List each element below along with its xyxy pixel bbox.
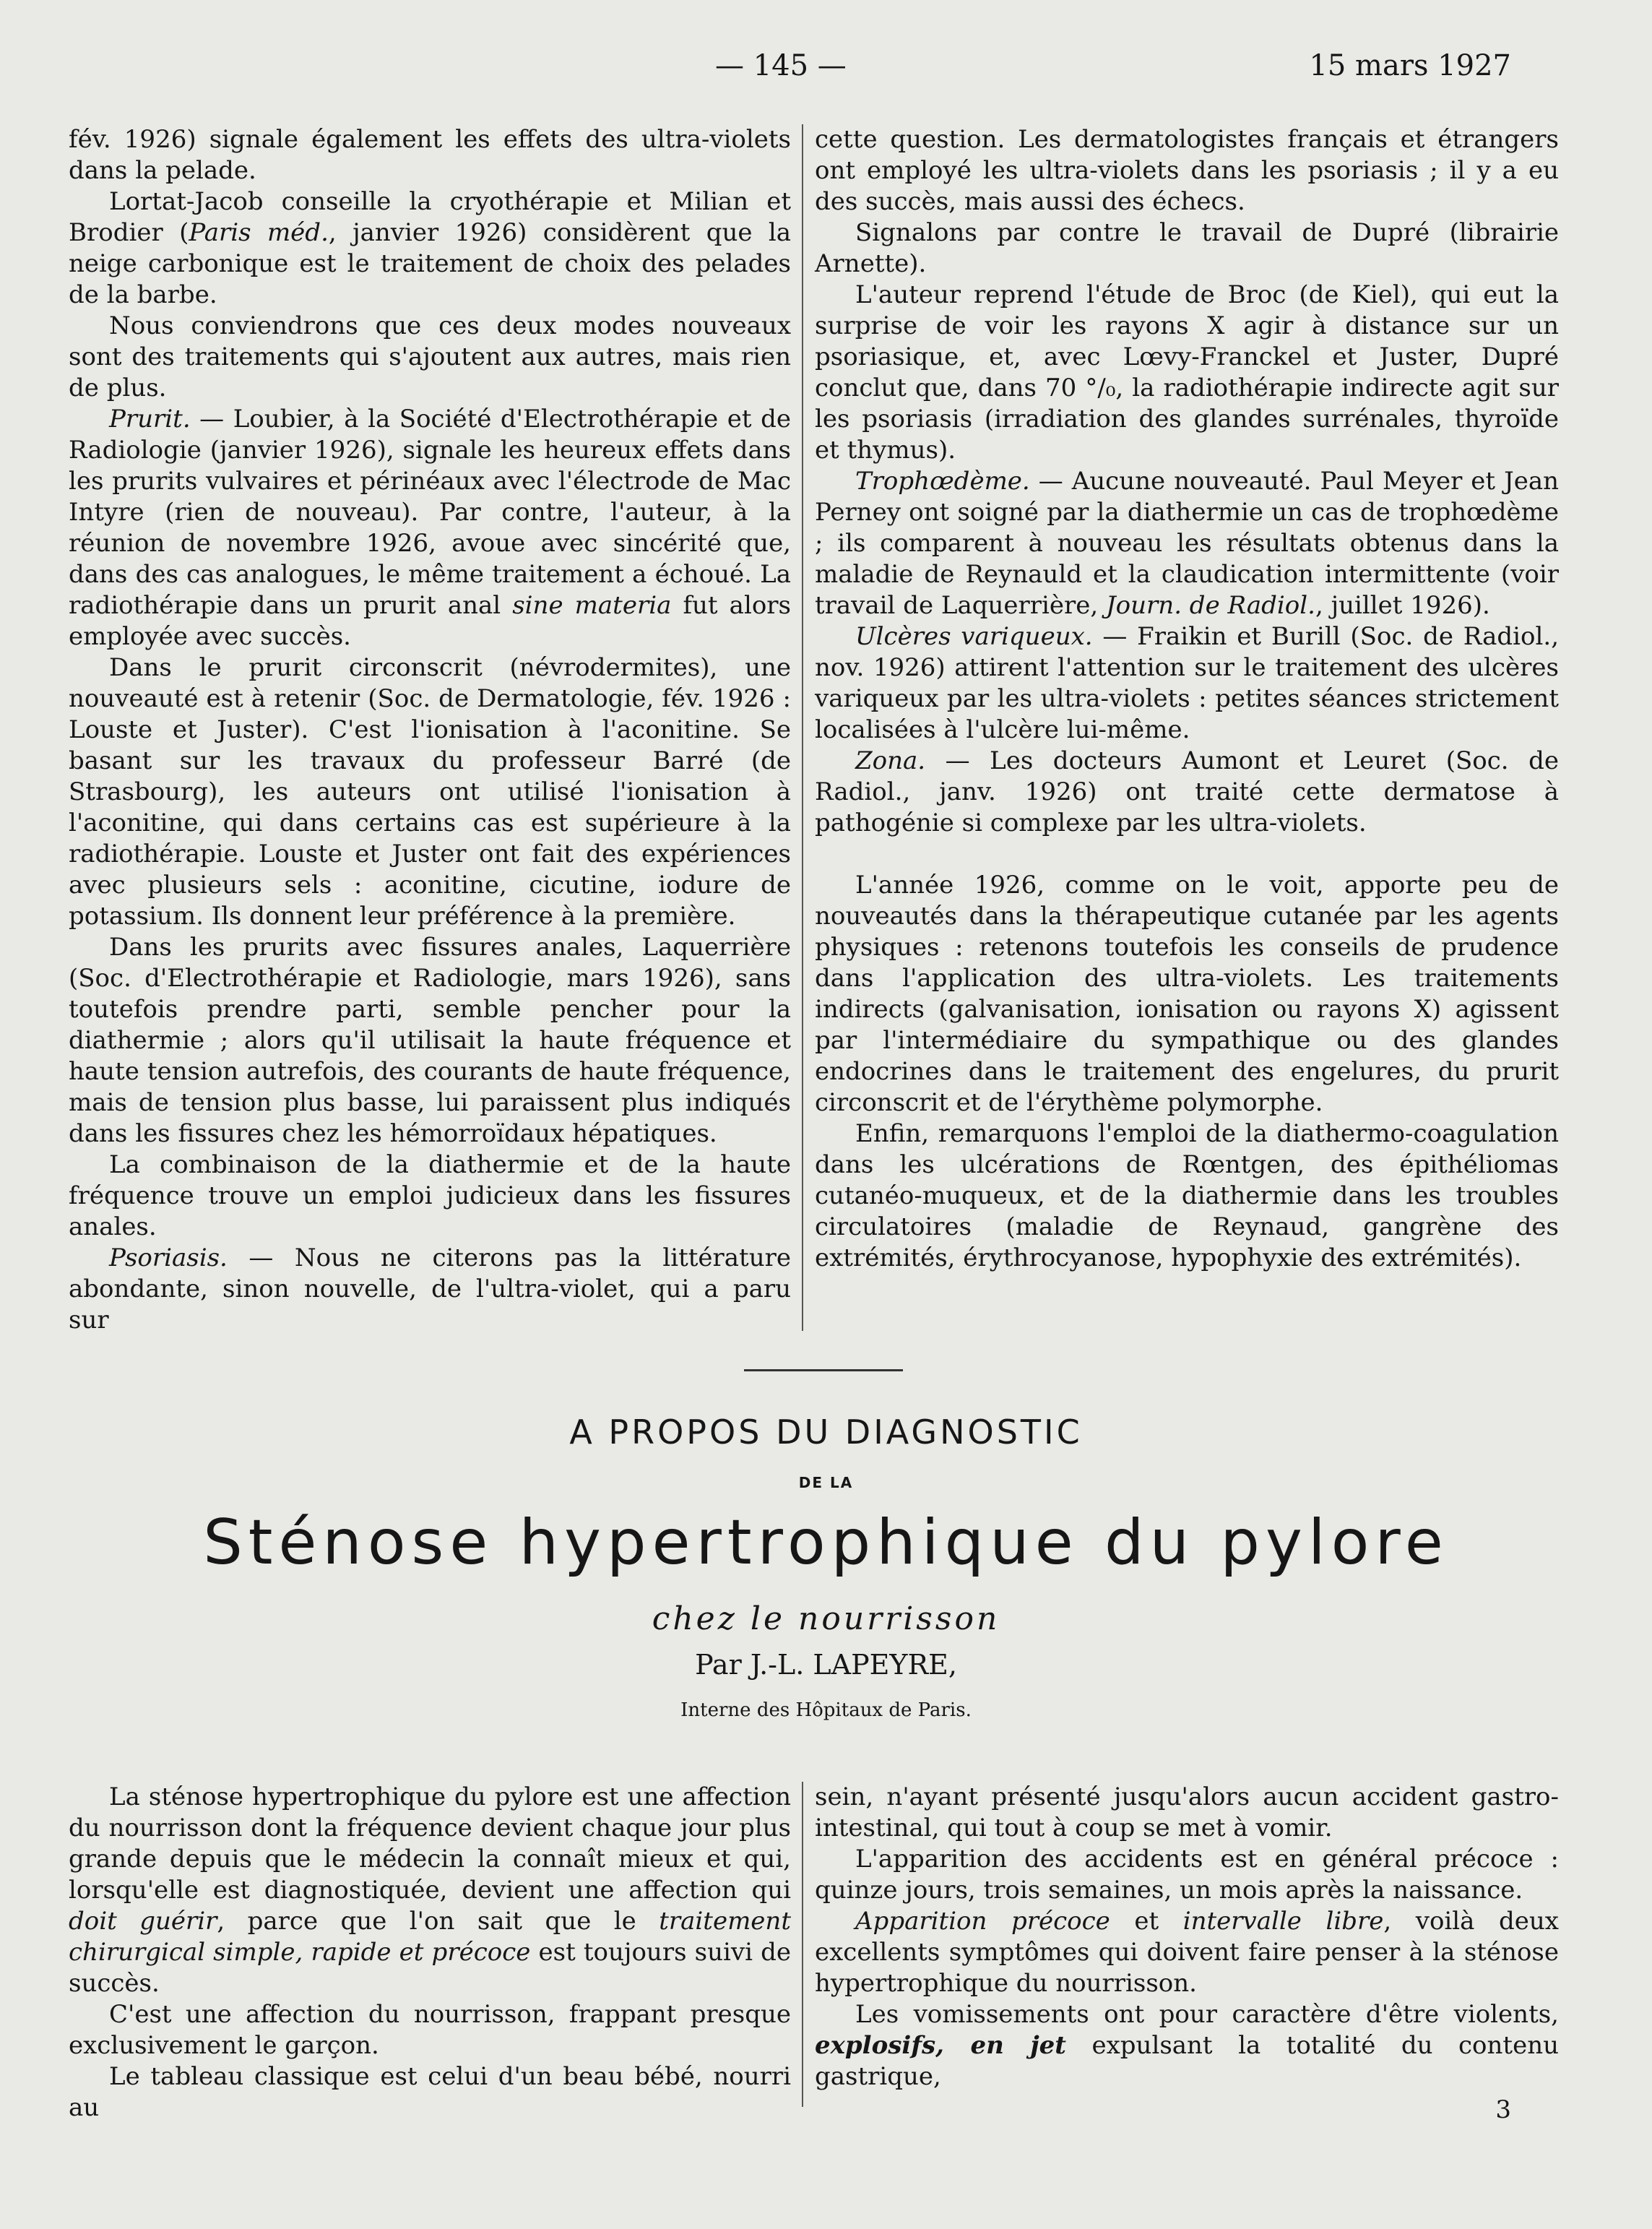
paragraph: Nous conviendrons que ces deux modes nouveaux sont des traitements qui s'ajoutent aux autres, mais rien de plus. [69,311,791,402]
paragraph: Lortat-Jacob conseille la cryothérapie et Milian et Brodier (Paris méd., janvier 1926) considèrent que la neige carbonique est le traitement de choix des pelades de la barbe. [69,187,792,309]
column-top-right [815,124,1559,1274]
paragraph: Zona. — Les docteurs Aumont et Leuret (Soc. de Radiol., janv. 1926) ont traité cette dermatose à pathogénie si complexe par les ultra-violets. [815,746,1559,837]
paragraph: Dans le prurit circonscrit (névrodermites), une nouveauté est à retenir (Soc. de Dermatologie, fév. 1926 : Louste et Juster). C'est l'ionisation à l'aconitine. Se basant sur les travaux du professeur Barré (de Strasbourg), les auteurs ont utilisé l'ionisation à l'aconitine, qui dans certains cas est supérieure à la radiothérapie. Louste et Juster ont fait des expériences avec plusieurs sels : aconitine, cicutine, iodure de potassium. Ils donnent leur préférence à la première. [69,653,791,931]
article-author: Par J.-L. LAPEYRE, [695,1649,957,1681]
column-rule [802,124,803,1331]
article-subtitle: chez le nourrisson [652,1600,1000,1637]
paragraph: L'apparition des accidents est en général précoce : quinze jours, trois semaines, un mois après la naissance. [815,1845,1559,1905]
paragraph: fév. 1926) signale également les effets des ultra-violets dans la pelade. [69,125,791,185]
folio-number: 3 [1495,2095,1511,2124]
paragraph: Signalons par contre le travail de Dupré (librairie Arnette). [815,218,1559,278]
paragraph: L'auteur reprend l'étude de Broc (de Kiel), qui eut la surprise de voir les rayons X agir à distance sur un psoriasique, et, avec Lœvy-Franckel et Juster, Dupré conclut que, dans 70 °/₀, la radiothérapie indirecte agit sur les psoriasis (irradiation des glandes surrénales, thyroïde et thymus). [815,280,1559,465]
article-main-title: Sténose hypertrophique du pylore [203,1506,1449,1579]
paragraph: Le tableau classique est celui d'un beau bébé, nourri au [69,2062,791,2122]
paragraph: Psoriasis. — Nous ne citerons pas la littérature abondante, sinon nouvelle, de l'ultra-violet, qui a paru sur [69,1243,791,1335]
paragraph: Apparition précoce et intervalle libre, voilà deux excellents symptômes qui doivent faire penser à la sténose hypertrophique du nourrisson. [815,1907,1559,1998]
column-bottom-right [815,1782,1559,2092]
issue-date: 15 mars 1927 [1309,49,1511,82]
paragraph: Dans les prurits avec fissures anales, Laquerrière (Soc. d'Electrothérapie et Radiologie, mars 1926), sans toutefois prendre parti, semble pencher pour la diathermie ; alors qu'il utilisait la haute fréquence et haute tension autrefois, des courants de haute fréquence, mais de tension plus basse, lui paraissent plus indiqués dans les fissures chez les hémorroïdaux hépatiques. [69,933,791,1148]
paragraph: La sténose hypertrophique du pylore est une affection du nourrisson dont la fréquence devient chaque jour plus grande depuis que le médecin la connaît mieux et qui, lorsqu'elle est diagnostiquée, devient une affection qui doit guérir, parce que l'on sait que le traitement chirurgical simple, rapide et précoce est toujours suivi de succès. [69,1782,791,1998]
paragraph: L'année 1926, comme on le voit, apporte peu de nouveautés dans la thérapeutique cutanée par les agents physiques : retenons toutefois les conseils de prudence dans l'application des ultra-violets. Les traitements indirects (galvanisation, ionisation ou rayons X) agissent par l'intermédiaire du sympathique ou des glandes endocrines dans le traitement des engelures, du prurit circonscrit et de l'érythème polymorphe. [815,871,1559,1117]
paragraph: Les vomissements ont pour caractère d'être violents, explosifs, en jet expulsant la totalité du contenu gastrique, [815,2000,1559,2091]
section-divider [744,1369,903,1371]
article-title: A PROPOS DU DIAGNOSTIC [569,1413,1083,1452]
page-number: — 145 — [715,49,847,82]
paragraph: Prurit. — Loubier, à la Société d'Electrothérapie et de Radiologie (janvier 1926), signale les heureux effets dans les prurits vulvaires et périnéaux avec l'électrode de Mac Intyre (rien de nouveau). Par contre, l'auteur, à la réunion de novembre 1926, avoue avec sincérité que, dans des cas analogues, le même traitement a échoué. La radiothérapie dans un prurit anal sine materia fut alors employée avec succès. [69,405,791,651]
article-affiliation: Interne des Hôpitaux de Paris. [680,1699,972,1721]
paragraph: sein, n'ayant présenté jusqu'alors aucun accident gastro-intestinal, qui tout à coup se met à vomir. [815,1782,1559,1842]
paragraph: cette question. Les dermatologistes français et étrangers ont employé les ultra-violets dans les psoriasis ; il y a eu des succès, mais aussi des échecs. [815,125,1559,216]
paragraph: Enfin, remarquons l'emploi de la diathermo-coagulation dans les ulcérations de Rœntgen, des épithéliomas cutanéo-muqueux, et de la diathermie dans les troubles circulatoires (maladie de Reynaud, gangrène des extrémités, érythrocyanose, hypophyxie des extrémités). [815,1119,1559,1272]
article-title-connector: DE LA [798,1474,854,1491]
column-rule [802,1782,803,2107]
column-top-left [69,124,791,1336]
paragraph: Ulcères variqueux. — Fraikin et Burill (Soc. de Radiol., nov. 1926) attirent l'attention sur le traitement des ulcères variqueux par les ultra-violets : petites séances strictement localisées à l'ulcère lui-même. [815,622,1559,744]
paragraph: La combinaison de la diathermie et de la haute fréquence trouve un emploi judicieux dans les fissures anales. [69,1150,791,1241]
column-bottom-left [69,1782,791,2124]
paragraph: Trophœdème. — Aucune nouveauté. Paul Meyer et Jean Perney ont soigné par la diathermie un cas de trophœdème ; ils comparent à nouveau les résultats obtenus dans la maladie de Reynauld et la claudication intermittente (voir travail de Laquerrière, Journ. de Radiol., juillet 1926). [815,467,1559,620]
paragraph: C'est une affection du nourrisson, frappant presque exclusivement le garçon. [69,2000,791,2060]
